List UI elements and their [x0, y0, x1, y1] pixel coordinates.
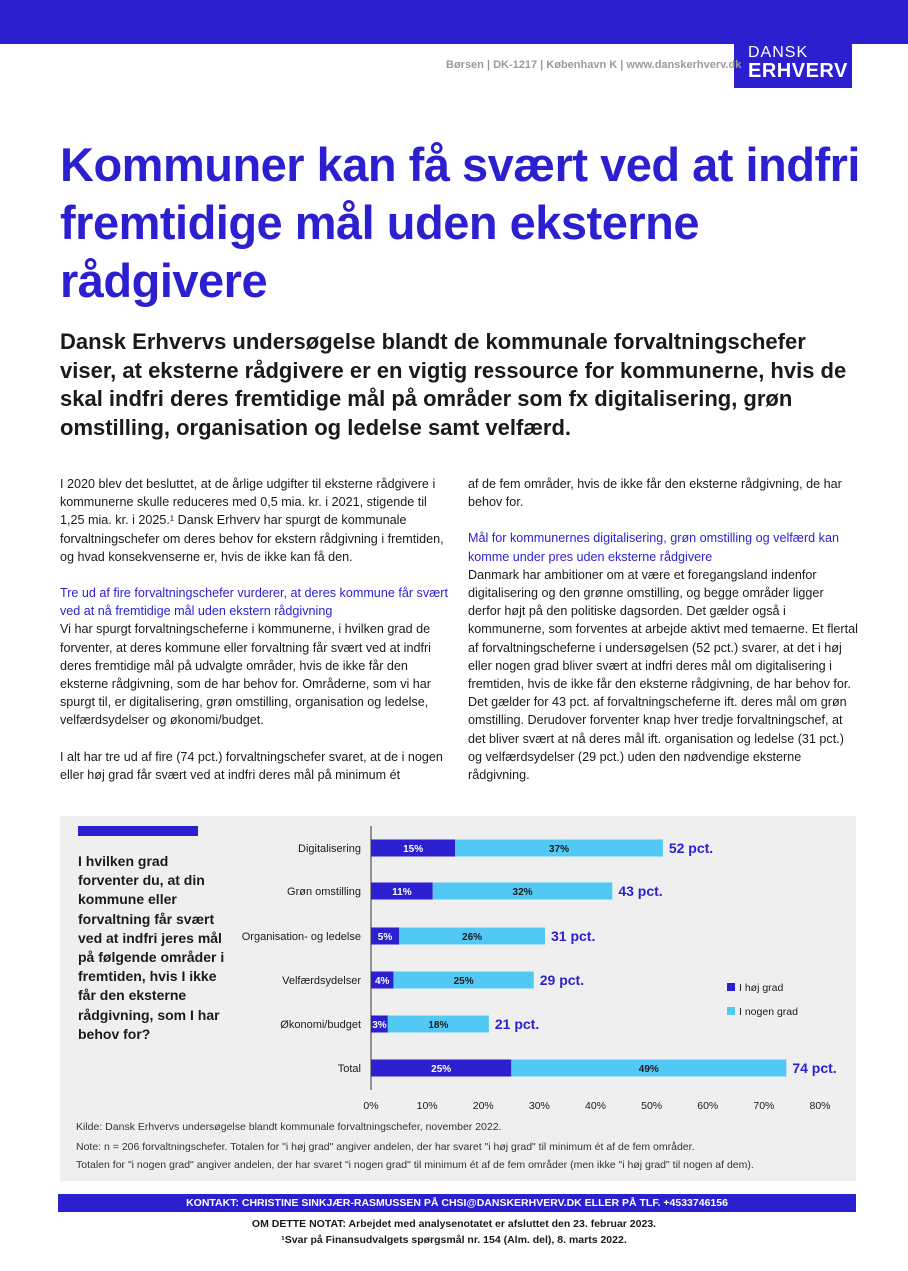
- body-paragraph: Danmark har ambitioner om at være et foregangsland indenfor digitalisering og den grønne omstilling, og begge områder ligger derfor højt på den politiske dagsorden. Det gælder også i kommunerne, som forventes at arbejde aktivt med temaerne. Et flertal af forvaltningscheferne i undersøgelsen (52 pct.) svarer, at det i høj eller nogen grad bliver svært at indfri deres mål om digitalisering i fremtiden, hvis de ikke får den eksterne rådgivning, de har behov for. Det gælder for 43 pct. af forvaltningscheferne ift. deres mål om grøn omstilling. Derudover forventer knap hver tredje forvaltningschef, at det bliver svært at nå deres mål ift. organisation og ledelse (31 pct.) og velfærdsydelser (29 pct.) uden den nødvendige eksterne rådgivning.: [468, 567, 858, 783]
- source-line: Kilde: Dansk Erhvervs undersøgelse blandt kommunale forvaltningschefer, november 2022.: [76, 1121, 502, 1133]
- category-label: Grøn omstilling: [287, 886, 361, 898]
- lead-paragraph: Dansk Erhvervs undersøgelse blandt de kommunale forvaltningschefer viser, at eksterne rådgivere er en vigtig ressource for kommunerne, hvis de skal indfri deres fremtidige mål på områder som fx digitalisering, grøn omstilling, organisation og ledelse samt velfærd.: [60, 329, 847, 440]
- x-tick-label: 80%: [809, 1100, 831, 1112]
- legend-swatch: [727, 1007, 735, 1015]
- x-tick-label: 60%: [697, 1100, 719, 1112]
- category-label: Digitalisering: [298, 843, 361, 855]
- data-label: 11%: [392, 887, 412, 898]
- data-label: 49%: [638, 1064, 659, 1075]
- x-tick-label: 50%: [641, 1100, 663, 1112]
- category-label: Total: [337, 1063, 361, 1075]
- data-label: 18%: [428, 1020, 449, 1031]
- subheading: Mål for kommunernes digitalisering, grøn omstilling og velfærd kan komme under pres uden eksterne rådgivere: [468, 531, 839, 564]
- data-label: 15%: [403, 844, 424, 855]
- body-paragraph: Vi har spurgt forvaltningscheferne i kommunerne, i hvilken grad de forventer, at deres kommune eller forvaltning får svært ved at indfri deres fremtidige mål på udvalgte områder, hvis de ikke får den eksterne rådgivning, som de har behov for. Områderne, som vi har spurgt til, er digitalisering, grøn omstilling, organisation og ledelse, velfærdsydelser og økonomi/budget.: [60, 622, 431, 728]
- note-line: Totalen for "i nogen grad" angiver andelen, der har svaret "i nogen grad" til minimum ét af de fem områder (men ikke "i høj grad" til nogen af dem).: [76, 1159, 754, 1171]
- x-tick-label: 0%: [363, 1100, 379, 1112]
- body-paragraph: I alt har tre ud af fire (74 pct.) forvaltningschefer svaret, at de i nogen eller høj grad får svært ved at indfri deres mål på minimum ét: [60, 749, 443, 782]
- body-paragraph: I 2020 blev det besluttet, at de årlige udgifter til eksterne rådgivere i kommunerne skulle reduceres med 0,5 mia. kr. i 2021, stigende til 1,25 mia. kr. i 2025.¹ Dansk Erhverv har spurgt de kommunale forvaltningschefer om deres behov for ekstern rådgivning i fremtiden, og hvad konsekvenserne er, hvis de ikke kan få den.: [60, 477, 444, 564]
- legend-label: I nogen grad: [739, 1006, 798, 1018]
- total-label: 29 pct.: [539, 972, 585, 988]
- total-label: 21 pct.: [494, 1016, 540, 1032]
- category-label: Velfærdsydelser: [282, 975, 361, 987]
- data-label: 26%: [462, 932, 483, 943]
- x-tick-label: 40%: [584, 1100, 607, 1112]
- x-tick-label: 10%: [416, 1100, 438, 1112]
- data-label: 4%: [374, 976, 390, 987]
- about-note: OM DETTE NOTAT: Arbejdet med analysenotatet er afsluttet den 23. februar 2023.: [251, 1218, 657, 1230]
- data-label: 5%: [377, 932, 393, 943]
- subheading: Tre ud af fire forvaltningschefer vurderer, at deres kommune får svært ved at nå fremtidige mål uden ekstern rådgivning: [60, 586, 449, 619]
- legend-label: I høj grad: [739, 982, 784, 994]
- x-tick-label: 20%: [472, 1100, 494, 1112]
- logo-line-2: ERHVERV: [748, 60, 848, 82]
- legend-swatch: [727, 983, 735, 991]
- footnote: ¹Svar på Finansudvalgets spørgsmål nr. 154 (Alm. del), 8. marts 2022.: [281, 1234, 627, 1246]
- data-label: 37%: [549, 844, 570, 855]
- total-label: 31 pct.: [550, 928, 596, 944]
- body-paragraph: af de fem områder, hvis de ikke får den eksterne rådgivning, de har behov for.: [468, 477, 842, 510]
- contact-bar: KONTAKT: CHRISTINE SINKJÆR-RASMUSSEN PÅ CHSI@DANSKERHVERV.DK ELLER PÅ TLF. +4533746156: [58, 1194, 856, 1212]
- chart-question: I hvilken grad forventer du, at din kommune eller forvaltning får svært ved at indfri jeres mål på følgende områder i fremtiden, hvis I ikke får den eksterne rådgivning, som I har behov for?: [78, 853, 225, 1042]
- logo-line-1: DANSK: [748, 44, 809, 61]
- data-label: 32%: [512, 887, 533, 898]
- page-title: Kommuner kan få svært ved at indfri fremtidige mål uden eksterne rådgivere: [60, 138, 860, 307]
- data-label: 3%: [372, 1020, 387, 1031]
- total-label: 74 pct.: [792, 1060, 837, 1076]
- x-tick-label: 30%: [528, 1100, 550, 1112]
- header-meta: Børsen | DK-1217 | København K | www.danskerhverv.dk: [446, 59, 742, 71]
- x-tick-label: 70%: [753, 1100, 775, 1112]
- category-label: Økonomi/budget: [280, 1019, 361, 1031]
- total-label: 43 pct.: [618, 883, 663, 899]
- data-label: 25%: [453, 976, 474, 987]
- note-line: Note: n = 206 forvaltningschefer. Totalen for "i høj grad" angiver andelen, der har svaret "i høj grad" til minimum ét af de fem områder.: [76, 1141, 695, 1153]
- total-label: 52 pct.: [668, 840, 714, 856]
- category-label: Organisation- og ledelse: [241, 931, 361, 943]
- data-label: 25%: [431, 1064, 452, 1075]
